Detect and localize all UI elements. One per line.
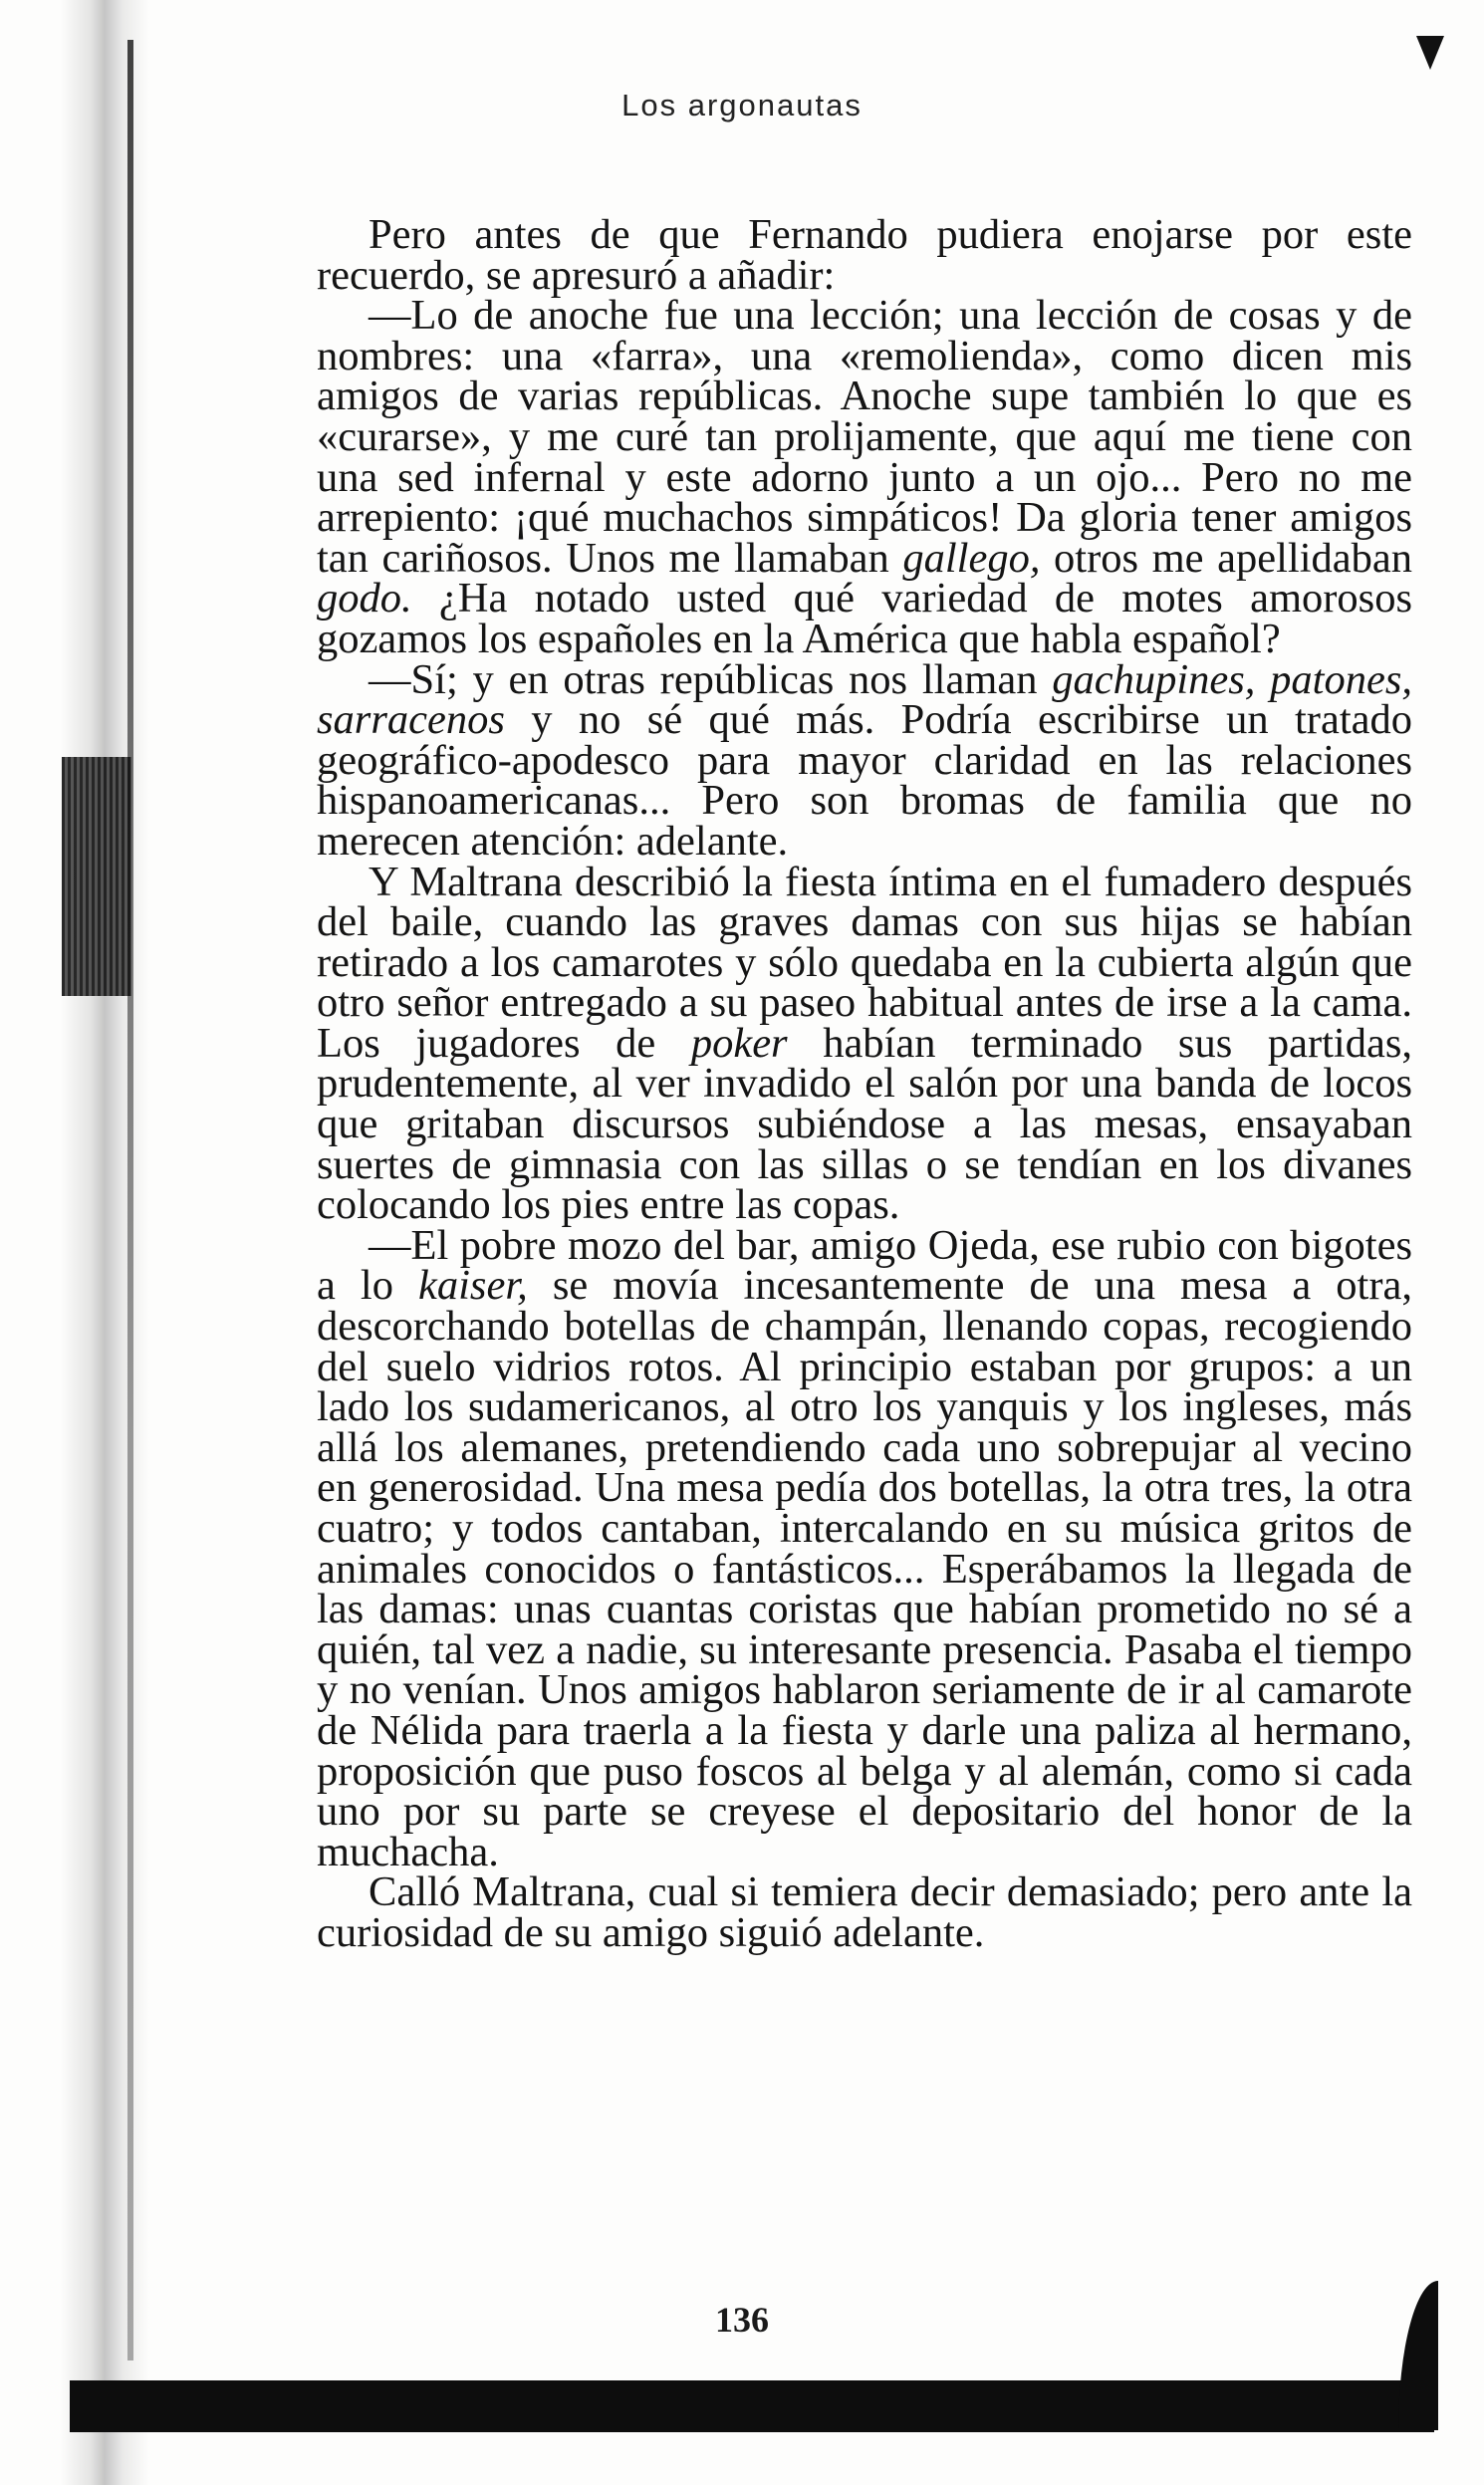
paragraph (317, 292, 1412, 662)
text-segment: otros me apellidaban (1040, 534, 1412, 582)
paragraph (317, 655, 1412, 865)
text-segment: Calló Maltrana, cual si temiera decir demasiado; pero ante la curiosidad de su amigo siguió adelante. (317, 1868, 1412, 1956)
corner-mark (1416, 36, 1444, 70)
paragraph (317, 858, 1412, 1229)
page-number: 136 (715, 2300, 769, 2340)
running-title: Los argonautas (621, 88, 863, 123)
binding-dark-patch (62, 757, 131, 996)
text-segment: ¿Ha notado usted qué variedad de motes amorosos gozamos los españoles en la América que habla español? (317, 575, 1412, 662)
text-segment: habían terminado sus partidas, prudentemente, al ver invadido el salón por una banda de locos que gritaban discursos subiéndose a las mesas, ensayaban suertes de gimnasia con las sillas o se tendían en los divanes colocando los pies entre las copas. (317, 1019, 1412, 1229)
italic-text: gachupines, patones, sarracenos (317, 655, 1412, 744)
italic-text: godo. (317, 575, 412, 622)
italic-text: gallego, (902, 534, 1041, 582)
binding-edge (127, 40, 133, 2361)
body-text (317, 211, 1413, 1956)
binding-shadow (60, 0, 149, 2485)
italic-text: kaiser, (418, 1262, 528, 1310)
text-segment: y no sé qué más. Podría escribirse un tratado geográfico-apodesco para mayor claridad en las relaciones hispanoamericanas... Pero son bromas de familia que no merecen atención: adelante. (317, 696, 1412, 865)
text-segment: se movía incesantemente de una mesa a otra, descorchando botellas de champán, llenando copas, recogiendo del suelo vidrios rotos. Al principio estaban por grupos: a un lado los sudamericanos, al otro los yanquis y los ingleses, más allá los alemanes, pretendiendo cada uno sobrepujar al vecino en generosidad. Una mesa pedía dos botellas, la otra tres, la otra cuatro; y todos cantaban, intercalando en su música gritos de animales conocidos o fantásticos... Esperábamos la llegada de las damas: unas cuantas coristas que habían prometido no sé a quién, tal vez a nadie, su interesante presencia. Pasaba el tiempo y no venían. Unos amigos hablaron seriamente de ir al camarote de Nélida para traerla a la fiesta y darle una paliza al hermano, proposición que puso foscos al belga y al alemán, como si cada uno por su parte se creyese el depositario del honor de la muchacha. (317, 1262, 1413, 1875)
text-segment: —Sí; y en otras repúblicas nos llaman (369, 655, 1053, 703)
text-segment: Y Maltrana describió la fiesta íntima en el fumadero después del baile, cuando las graves damas con sus hijas se habían retirado a los camarotes y sólo quedaba en la cubierta algún que otro señor entregado a su paseo habitual antes de irse a la cama. Los jugadores de (317, 858, 1412, 1067)
text-segment: Pero antes de que Fernando pudiera enojarse por este recuerdo, se apresuró a añadir: (317, 211, 1412, 299)
text-segment: —El pobre mozo del bar, amigo Ojeda, ese rubio con bigotes a lo (317, 1221, 1412, 1310)
text-segment: —Lo de anoche fue una lección; una lección de cosas y de nombres: una «farra», una «remolienda», como dicen mis amigos de varias repúblicas. Anoche supe también lo que es «curarse», y me curé tan prolijamente, que aquí me tiene con una sed infernal y este adorno junto a un ojo... Pero no me arrepiento: ¡qué muchachos simpáticos! Da gloria tener amigos tan cariñosos. Unos me llamaban (317, 292, 1412, 582)
scan-bottom-edge (70, 2380, 1434, 2432)
paragraph (317, 1868, 1412, 1956)
paragraph (317, 1221, 1413, 1875)
italic-text: poker (690, 1019, 788, 1067)
paragraph (317, 211, 1412, 299)
